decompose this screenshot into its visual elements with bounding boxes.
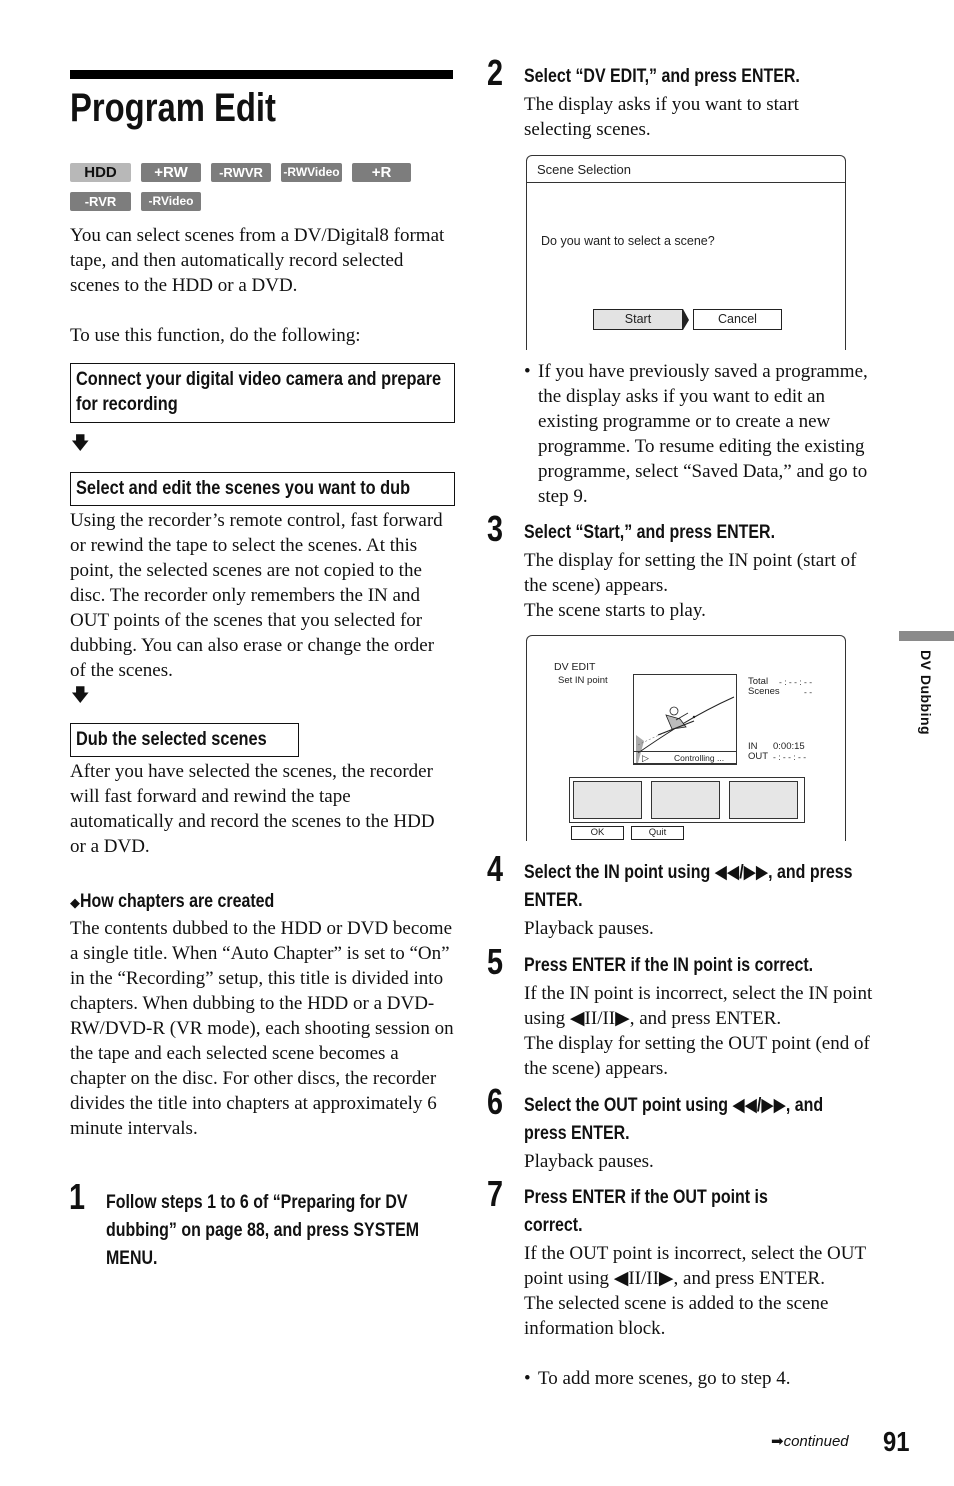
step-number: 2 — [487, 52, 504, 93]
step-heading: Select the IN point using ◀◀/▶▶, and press ENTER. — [524, 862, 853, 911]
badge-rw-vr: -RWVR — [211, 163, 271, 182]
flow-box-connect — [70, 363, 455, 423]
down-arrow-icon: 🡇 — [71, 685, 90, 706]
down-arrow-icon: 🡇 — [71, 433, 90, 454]
skier-image — [634, 675, 736, 763]
flow-box-select-text: Select and edit the scenes you want to dub — [76, 478, 411, 499]
step-heading: Select “DV EDIT,” and press ENTER. — [524, 66, 800, 87]
in-value: 0:00:15 — [773, 741, 805, 752]
scenes-value: - - — [804, 687, 813, 697]
step-body: The display asks if you want to start selecting scenes. — [524, 94, 799, 140]
step-number: 6 — [487, 1081, 504, 1122]
cancel-button[interactable]: Cancel — [693, 309, 782, 330]
dialog-divider — [527, 182, 845, 183]
chapters-heading: ◆How chapters are created — [70, 891, 275, 912]
step-number: 1 — [69, 1176, 86, 1217]
step-heading: Press ENTER if the OUT point is correct. — [524, 1187, 768, 1236]
step-heading: Press ENTER if the IN point is correct. — [524, 955, 814, 976]
scene-slot[interactable] — [573, 781, 642, 819]
step-number: 3 — [487, 508, 504, 549]
step-body: Playback pauses. — [524, 918, 654, 939]
quit-button[interactable]: Quit — [631, 826, 684, 840]
scene-selection-dialog — [526, 155, 846, 350]
scene-slot[interactable] — [651, 781, 720, 819]
dialog-title: Scene Selection — [537, 162, 631, 177]
continued-note: ➡continued — [771, 1432, 849, 1450]
flow-box-select — [70, 472, 455, 506]
side-tab-marker — [899, 631, 954, 641]
diamond-icon: ◆ — [70, 896, 80, 911]
dv-edit-subtitle: Set IN point — [558, 675, 608, 686]
total-value: - : - - : - - — [779, 677, 813, 687]
badge-rw-video: -RWVideo — [281, 163, 342, 182]
selection-pointer-icon — [683, 309, 689, 330]
right-arrow-icon: ➡ — [771, 1432, 784, 1450]
badge-plus-r: +R — [352, 163, 411, 182]
status-bar — [633, 751, 737, 765]
ok-button[interactable]: OK — [571, 826, 624, 840]
intro-instruction: To use this function, do the following: — [70, 325, 361, 346]
play-icon: ▷ — [642, 753, 649, 763]
out-value: - : - - : - - — [773, 752, 807, 762]
page-title: Program Edit — [70, 86, 276, 130]
step-number: 5 — [487, 941, 504, 982]
step-number: 7 — [487, 1173, 504, 1214]
step-heading: Select “Start,” and press ENTER. — [524, 522, 776, 543]
step-body: If the IN point is incorrect, select the IN point using ◀II/II▶, and press ENTER. The display for setting the OUT point (end of the scene) appears. — [524, 983, 873, 1079]
side-tab-label: DV Dubbing — [918, 650, 934, 736]
step-body: The display for setting the IN point (start of the scene) appears. The scene starts to play. — [524, 550, 857, 621]
total-label: Total — [748, 676, 769, 687]
step7-bullet: • To add more scenes, go to step 4. — [524, 1368, 791, 1389]
scene-info-block — [569, 777, 805, 823]
in-label: IN — [748, 741, 758, 752]
dialog-question: Do you want to select a scene? — [541, 234, 715, 248]
flow-select-text: Using the recorder’s remote control, fast forward or rewind the tape to select the scenes. At this point, the selected scenes are not copied to the disc. The recorder only remembers the IN and OUT points of the scenes that you selected for dubbing. You can also erase or change the order of the scenes. — [70, 510, 443, 681]
scenes-label: Scenes — [748, 686, 780, 697]
scene-slot[interactable] — [729, 781, 798, 819]
bullet-icon: • — [524, 1368, 531, 1389]
step-heading: Follow steps 1 to 6 of “Preparing for DV dubbing” on page 88, and press SYSTEM MENU. — [106, 1192, 420, 1269]
out-label: OUT — [748, 751, 769, 762]
badge-r-video: -RVideo — [141, 192, 201, 211]
chapters-text: The contents dubbed to the HDD or DVD become a single title. When “Auto Chapter” is set to “On” in the “Recording” setup, this title is divided into chapters. When dubbing to the HDD or a DVD-RW/DVD-R (VR mode), each shooting session on the tape and each selected scene becomes a chapter on the disc. For other discs, the recorder divides the title into chapters at approximately 6 minute intervals. — [70, 918, 454, 1139]
bullet-icon: • — [524, 361, 531, 382]
step-body: If the OUT point is incorrect, select the OUT point using ◀II/II▶, and press ENTER. The selected scene is added to the scene information block. — [524, 1243, 866, 1339]
dv-edit-screen — [526, 635, 846, 841]
page-number: 91 — [883, 1426, 910, 1457]
flow-dub-text: After you have selected the scenes, the recorder will fast forward and rewind the tape automatically and record the scenes to the HDD or a DVD. — [70, 761, 435, 857]
start-button[interactable]: Start — [593, 309, 683, 330]
title-rule — [70, 70, 453, 79]
step2-bullet: • If you have previously saved a programme, the display asks if you want to edit an existing programme or to create a new programme. To resume editing the existing programme, select “Saved Data,” and go to step 9. — [524, 361, 868, 507]
step-heading: Select the OUT point using ◀◀/▶▶, and press ENTER. — [524, 1095, 824, 1144]
step-number: 4 — [487, 848, 504, 889]
flow-box-connect-text: Connect your digital video camera and prepare for recording — [76, 369, 442, 415]
badge-hdd: HDD — [70, 163, 131, 182]
flow-box-dub — [70, 723, 299, 757]
dv-edit-title: DV EDIT — [554, 661, 596, 673]
intro-paragraph: You can select scenes from a DV/Digital8 format tape, and then automatically record selected scenes to the HDD or a DVD. — [70, 225, 445, 296]
step-body: Playback pauses. — [524, 1151, 654, 1172]
badge-r-vr: -RVR — [70, 192, 131, 211]
flow-box-dub-text: Dub the selected scenes — [76, 729, 267, 750]
badge-plus-rw: +RW — [141, 163, 201, 182]
status-text: Controlling ... — [674, 753, 725, 763]
